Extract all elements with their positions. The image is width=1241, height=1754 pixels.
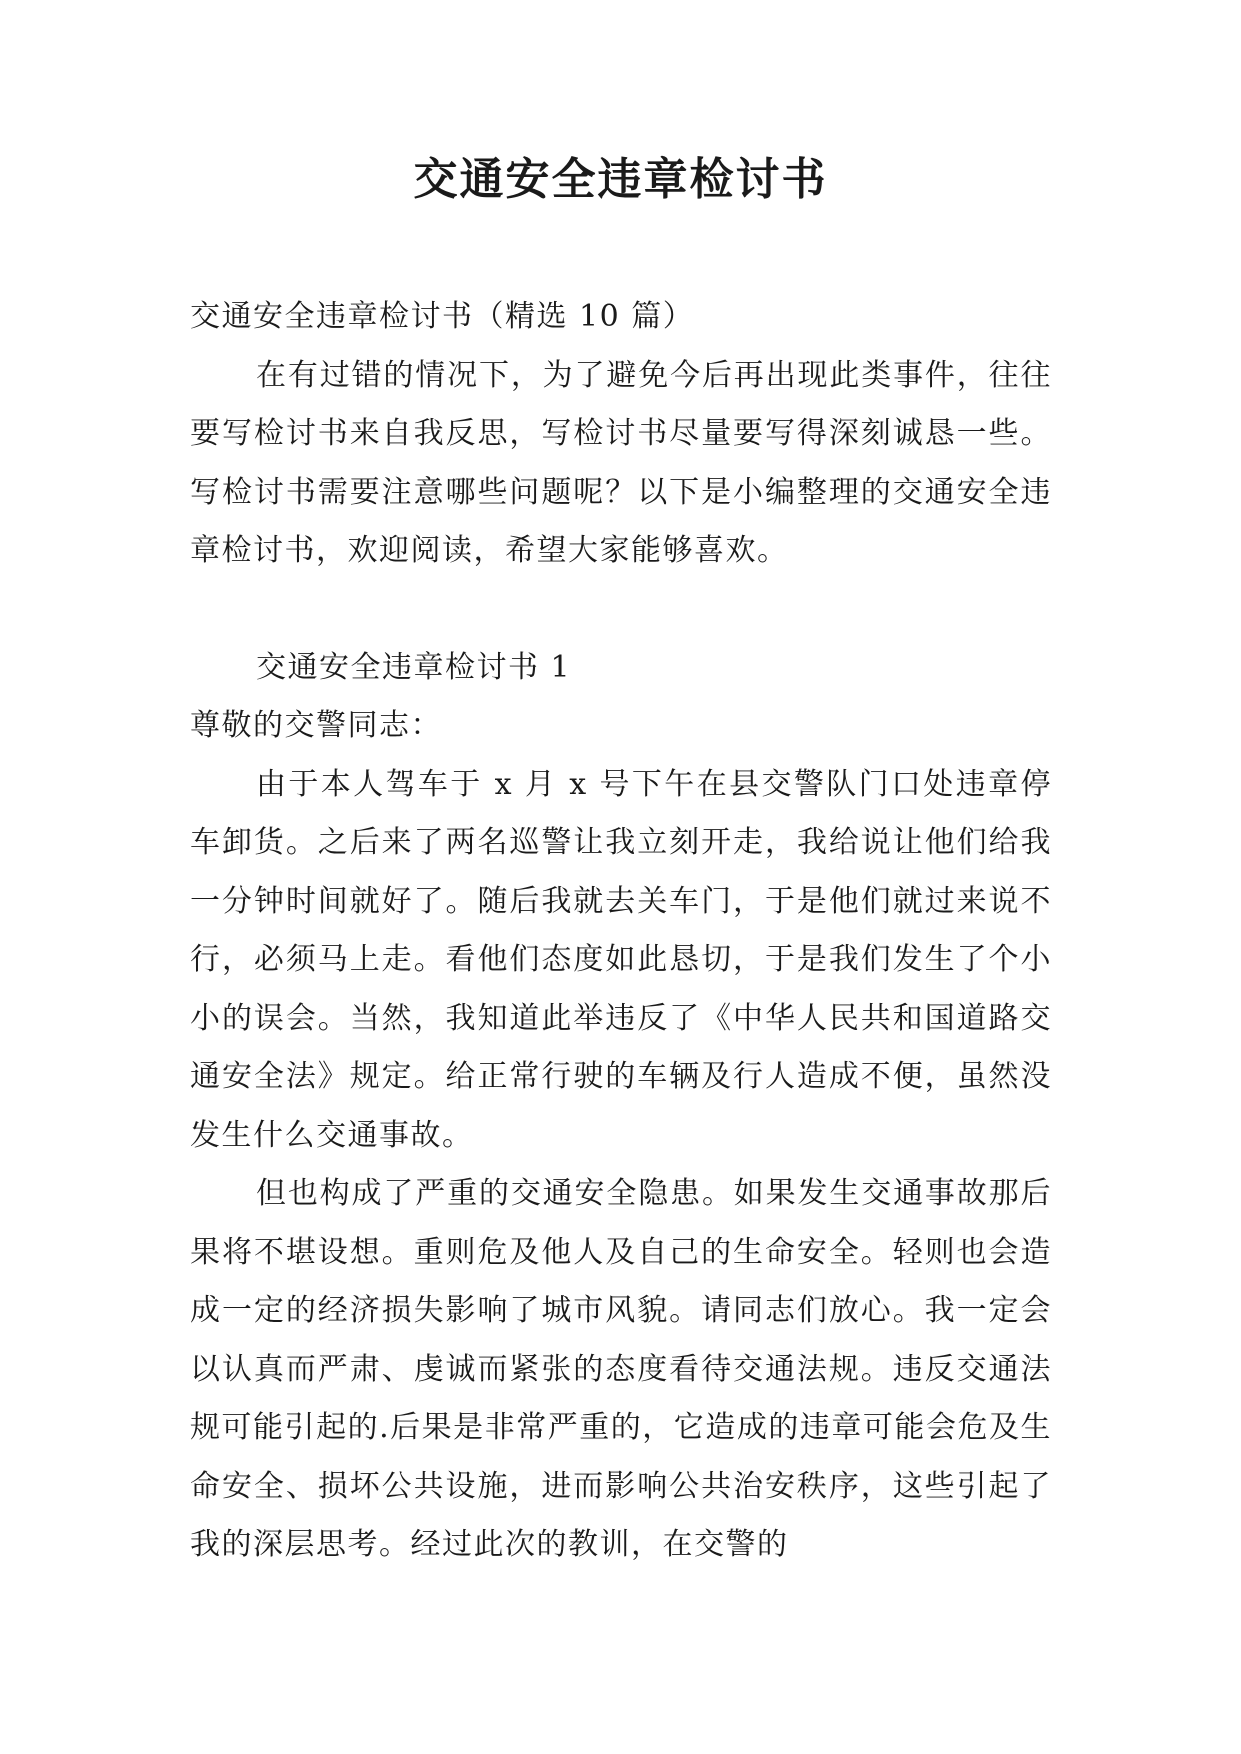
document-subtitle: 交通安全违章检讨书（精选 10 篇） bbox=[190, 299, 695, 334]
document-body bbox=[190, 288, 1052, 1575]
section-heading: 交通安全违章检讨书 1 bbox=[256, 649, 572, 685]
salutation: 尊敬的交警同志： bbox=[190, 708, 442, 743]
document-title: 交通安全违章检讨书 bbox=[413, 154, 828, 205]
intro-paragraph: 在有过错的情况下，为了避免今后再出现此类事件，往往要写检讨书来自我反思，写检讨书尽量要写得深刻诚恳一些。写检讨书需要注意哪些问题呢？以下是小编整理的交通安全违章检讨书，欢迎阅读，希望大家能够喜欢。 bbox=[190, 357, 1052, 568]
body-paragraph-1: 由于本人驾车于 x 月 x 号下午在县交警队门口处违章停车卸货。之后来了两名巡警让我立刻开走，我给说让他们给我一分钟时间就好了。随后我就去关车门，于是他们就过来说不行，必须马上走。看他们态度如此恳切，于是我们发生了个小小的误会。当然，我知道此举违反了《中华人民共和国道路交通安全法》规定。给正常行驶的车辆及行人造成不便，虽然没发生什么交通事故。 bbox=[190, 766, 1052, 1153]
body-paragraph-2: 但也构成了严重的交通安全隐患。如果发生交通事故那后果将不堪设想。重则危及他人及自己的生命安全。轻则也会造成一定的经济损失影响了城市风貌。请同志们放心。我一定会以认真而严肃、虔诚而紧张的态度看待交通法规。违反交通法规可能引起的.后果是非常严重的，它造成的违章可能会危及生命安全、损坏公共设施，进而影响公共治安秩序，这些引起了我的深层思考。经过此次的教训，在交警的 bbox=[190, 1176, 1052, 1562]
